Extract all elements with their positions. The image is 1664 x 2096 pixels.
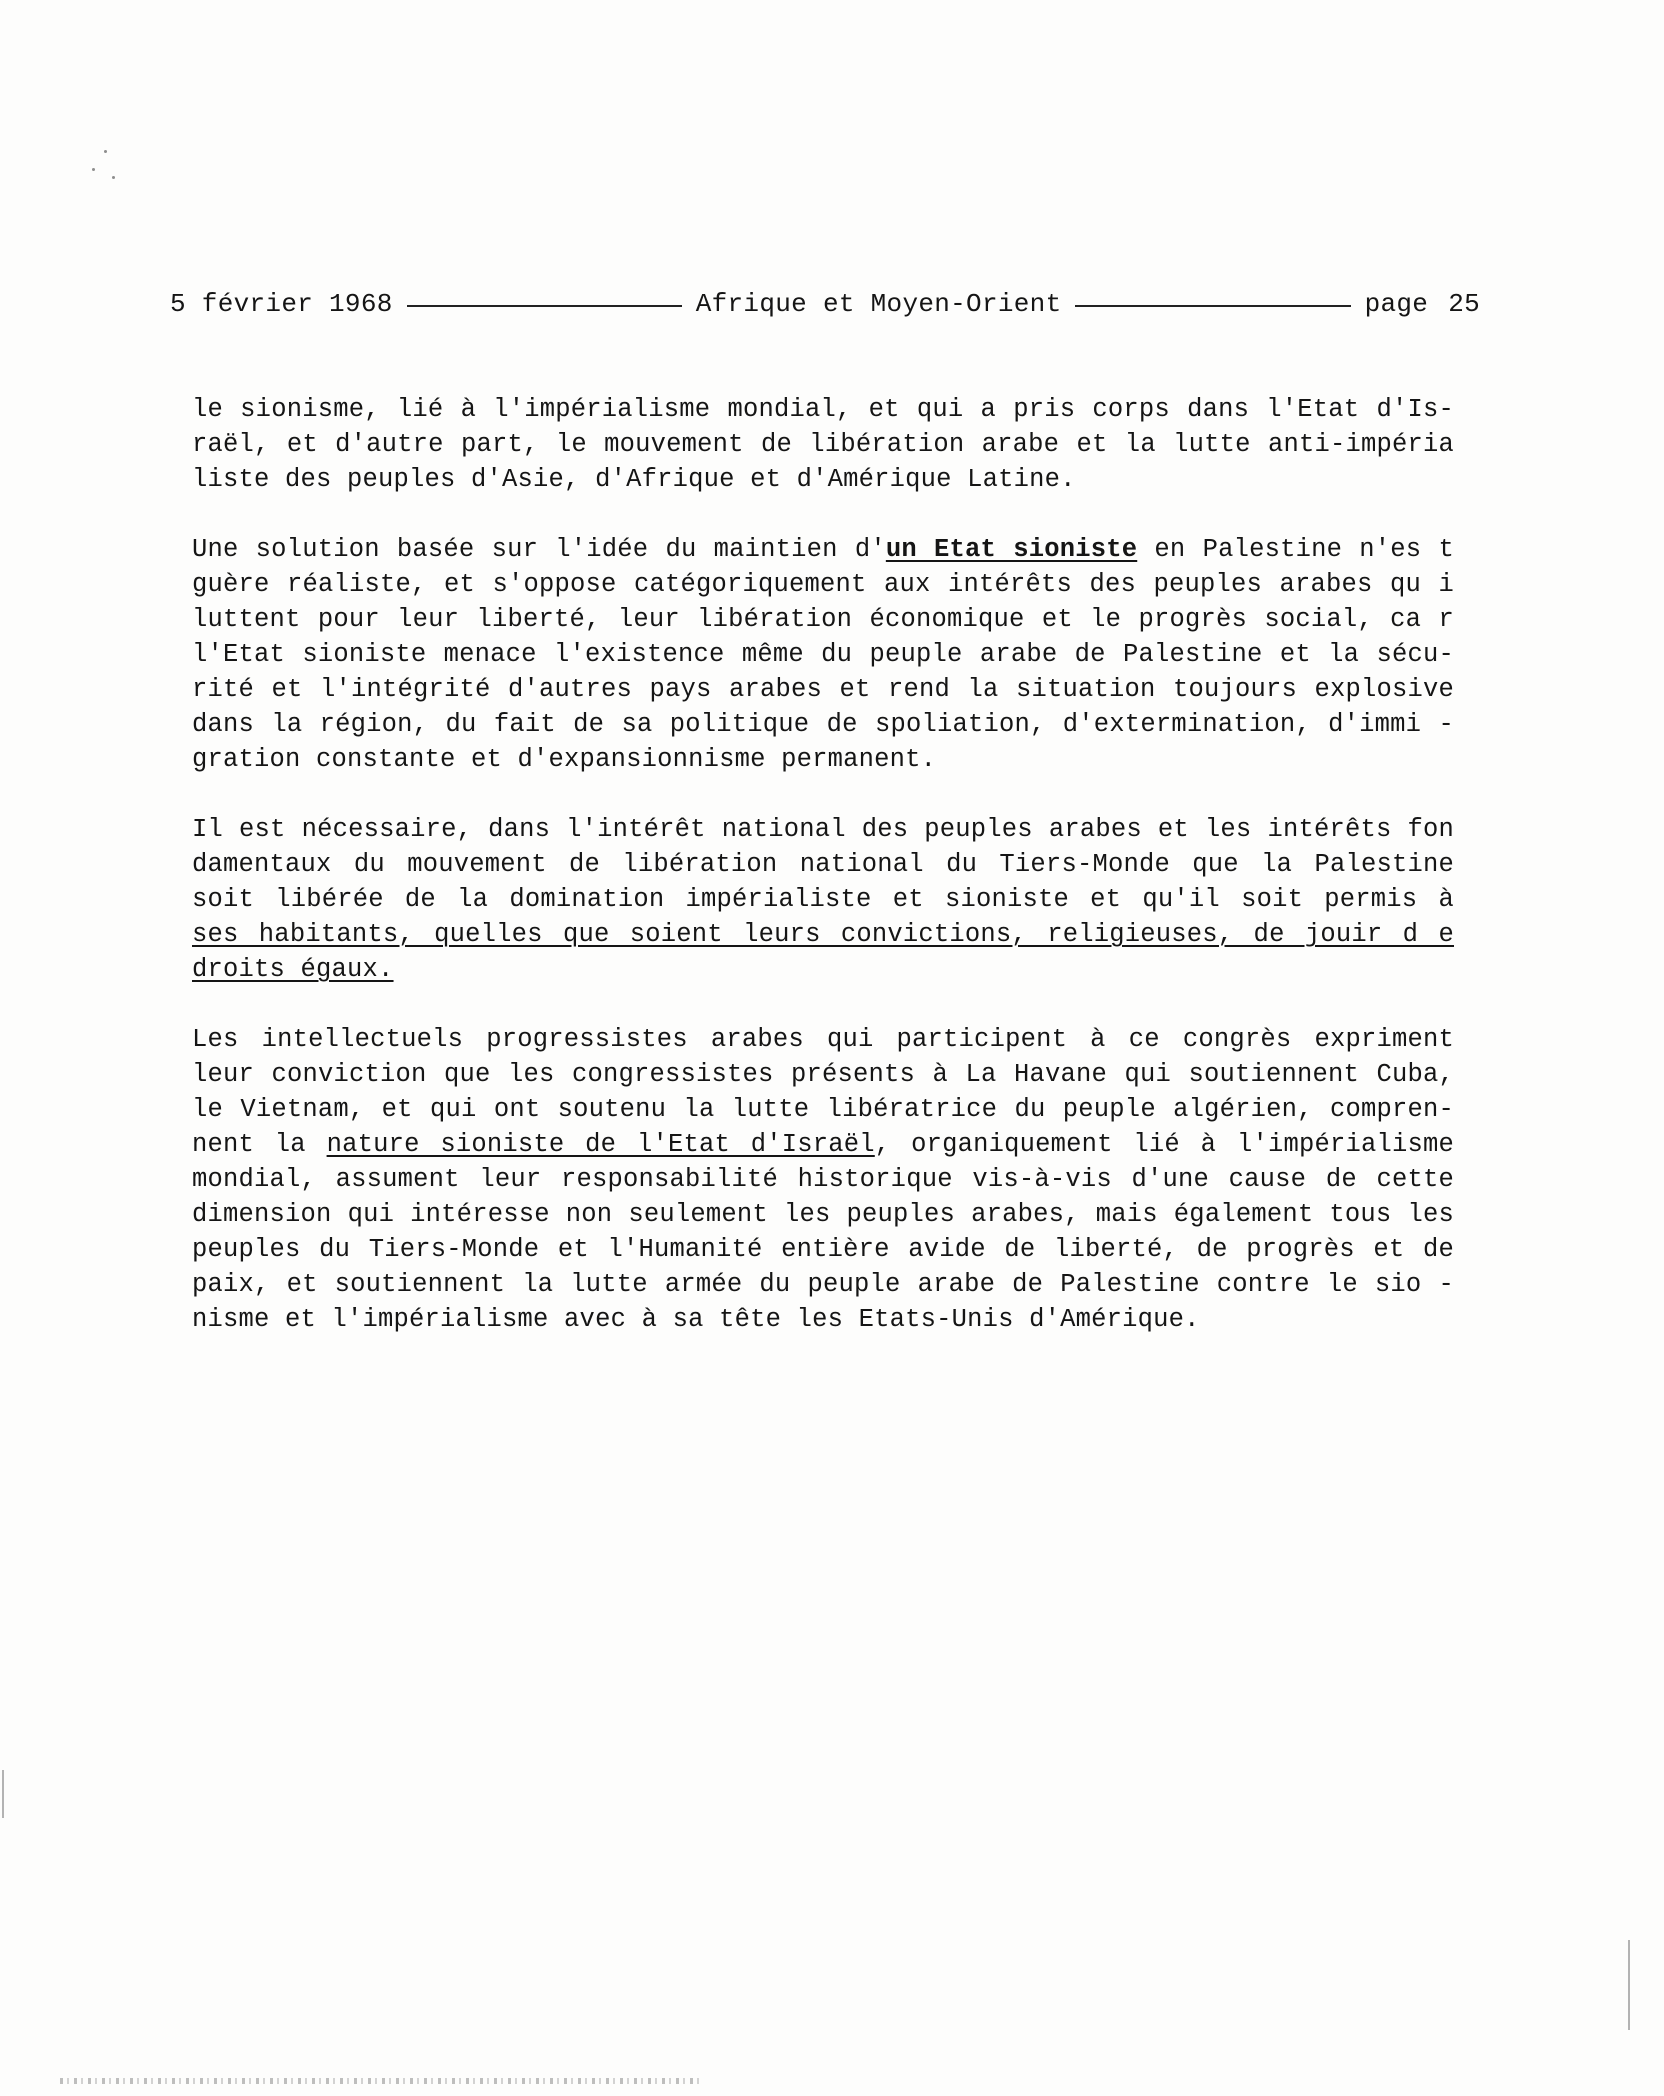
text-line	[192, 462, 1454, 497]
text-segment: rité et l'intégrité d'autres pays arabes et rend la situation toujours explosive	[192, 675, 1454, 704]
text-line	[192, 637, 1454, 672]
header-rule-right	[1075, 305, 1350, 307]
text-line	[192, 1022, 1454, 1057]
text-segment: nisme et l'impérialisme avec à sa tête les Etats-Unis d'Amérique.	[192, 1305, 1200, 1334]
underlined-text: un Etat sioniste	[885, 535, 1138, 564]
paragraph	[192, 392, 1454, 497]
scan-bottom-noise	[60, 2078, 700, 2084]
text-line	[192, 672, 1454, 707]
text-line	[192, 1267, 1454, 1302]
text-line	[192, 742, 1454, 777]
scan-speck	[104, 150, 107, 153]
text-segment: leur conviction que les congressistes présents à La Havane qui soutiennent Cuba,	[192, 1060, 1454, 1089]
scan-edge-mark	[1628, 1940, 1630, 2030]
text-line	[192, 812, 1454, 847]
header-section: Afrique et Moyen-Orient	[695, 289, 1062, 319]
underlined-text: ses habitants, quelles que soient leurs convictions, religieuses, de jouir d e	[192, 920, 1454, 949]
scan-speck	[112, 176, 115, 179]
text-segment: mondial, assument leur responsabilité historique vis-à-vis d'une cause de cette	[192, 1165, 1454, 1194]
text-segment: , organiquement lié à l'impérialisme	[874, 1130, 1454, 1159]
underlined-text: nature sioniste de l'Etat d'Israël	[326, 1130, 875, 1159]
text-segment: raël, et d'autre part, le mouvement de libération arabe et la lutte anti-impéria	[192, 430, 1454, 459]
text-line	[192, 532, 1454, 567]
text-segment: gration constante et d'expansionnisme permanent.	[192, 745, 937, 774]
text-segment: Une solution basée sur l'idée du maintien d'	[192, 535, 886, 564]
text-segment: le Vietnam, et qui ont soutenu la lutte libératrice du peuple algérien, compren-	[192, 1095, 1454, 1124]
text-segment: peuples du Tiers-Monde et l'Humanité entière avide de liberté, de progrès et de	[192, 1235, 1454, 1264]
text-line	[192, 1092, 1454, 1127]
paragraph	[192, 812, 1454, 987]
paragraph	[192, 532, 1454, 777]
text-line	[192, 427, 1454, 462]
text-line	[192, 1057, 1454, 1092]
text-segment: nent la	[192, 1130, 327, 1159]
body-text	[192, 392, 1454, 1372]
text-segment: en Palestine n'es t	[1137, 535, 1454, 564]
text-segment: paix, et soutiennent la lutte armée du peuple arabe de Palestine contre le sio -	[192, 1270, 1454, 1299]
text-line	[192, 1127, 1454, 1162]
header-date: 5 février 1968	[170, 289, 393, 319]
text-line	[192, 567, 1454, 602]
text-segment: le sionisme, lié à l'impérialisme mondial, et qui a pris corps dans l'Etat d'Is-	[192, 395, 1454, 424]
header-page-number: 25	[1448, 289, 1480, 319]
text-line	[192, 1197, 1454, 1232]
text-line	[192, 1232, 1454, 1267]
text-line	[192, 602, 1454, 637]
text-line	[192, 1302, 1454, 1337]
text-segment: luttent pour leur liberté, leur libération économique et le progrès social, ca r	[192, 605, 1454, 634]
text-segment: Il est nécessaire, dans l'intérêt national des peuples arabes et les intérêts fon	[192, 815, 1454, 844]
text-segment: dans la région, du fait de sa politique de spoliation, d'extermination, d'immi -	[192, 710, 1454, 739]
header-page-label: page	[1364, 289, 1429, 319]
text-line	[192, 707, 1454, 742]
scan-edge-mark	[2, 1770, 4, 1818]
text-line	[192, 882, 1454, 917]
paragraph	[192, 1022, 1454, 1337]
underlined-text: droits égaux.	[192, 955, 394, 984]
page-header	[170, 286, 1480, 322]
text-segment: soit libérée de la domination impérialiste et sioniste et qu'il soit permis à	[192, 885, 1454, 914]
text-segment: guère réaliste, et s'oppose catégoriquement aux intérêts des peuples arabes qu i	[192, 570, 1454, 599]
header-rule-left	[407, 305, 682, 307]
text-line	[192, 392, 1454, 427]
text-segment: liste des peuples d'Asie, d'Afrique et d'Amérique Latine.	[192, 465, 1076, 494]
text-line	[192, 847, 1454, 882]
text-line	[192, 952, 1454, 987]
text-line	[192, 917, 1454, 952]
text-segment: dimension qui intéresse non seulement les peuples arabes, mais également tous les	[192, 1200, 1454, 1229]
text-segment: damentaux du mouvement de libération national du Tiers-Monde que la Palestine	[192, 850, 1454, 879]
text-segment: Les intellectuels progressistes arabes qui participent à ce congrès expriment	[192, 1025, 1454, 1054]
text-line	[192, 1162, 1454, 1197]
scan-speck	[92, 168, 95, 171]
text-segment: l'Etat sioniste menace l'existence même du peuple arabe de Palestine et la sécu-	[192, 640, 1454, 669]
